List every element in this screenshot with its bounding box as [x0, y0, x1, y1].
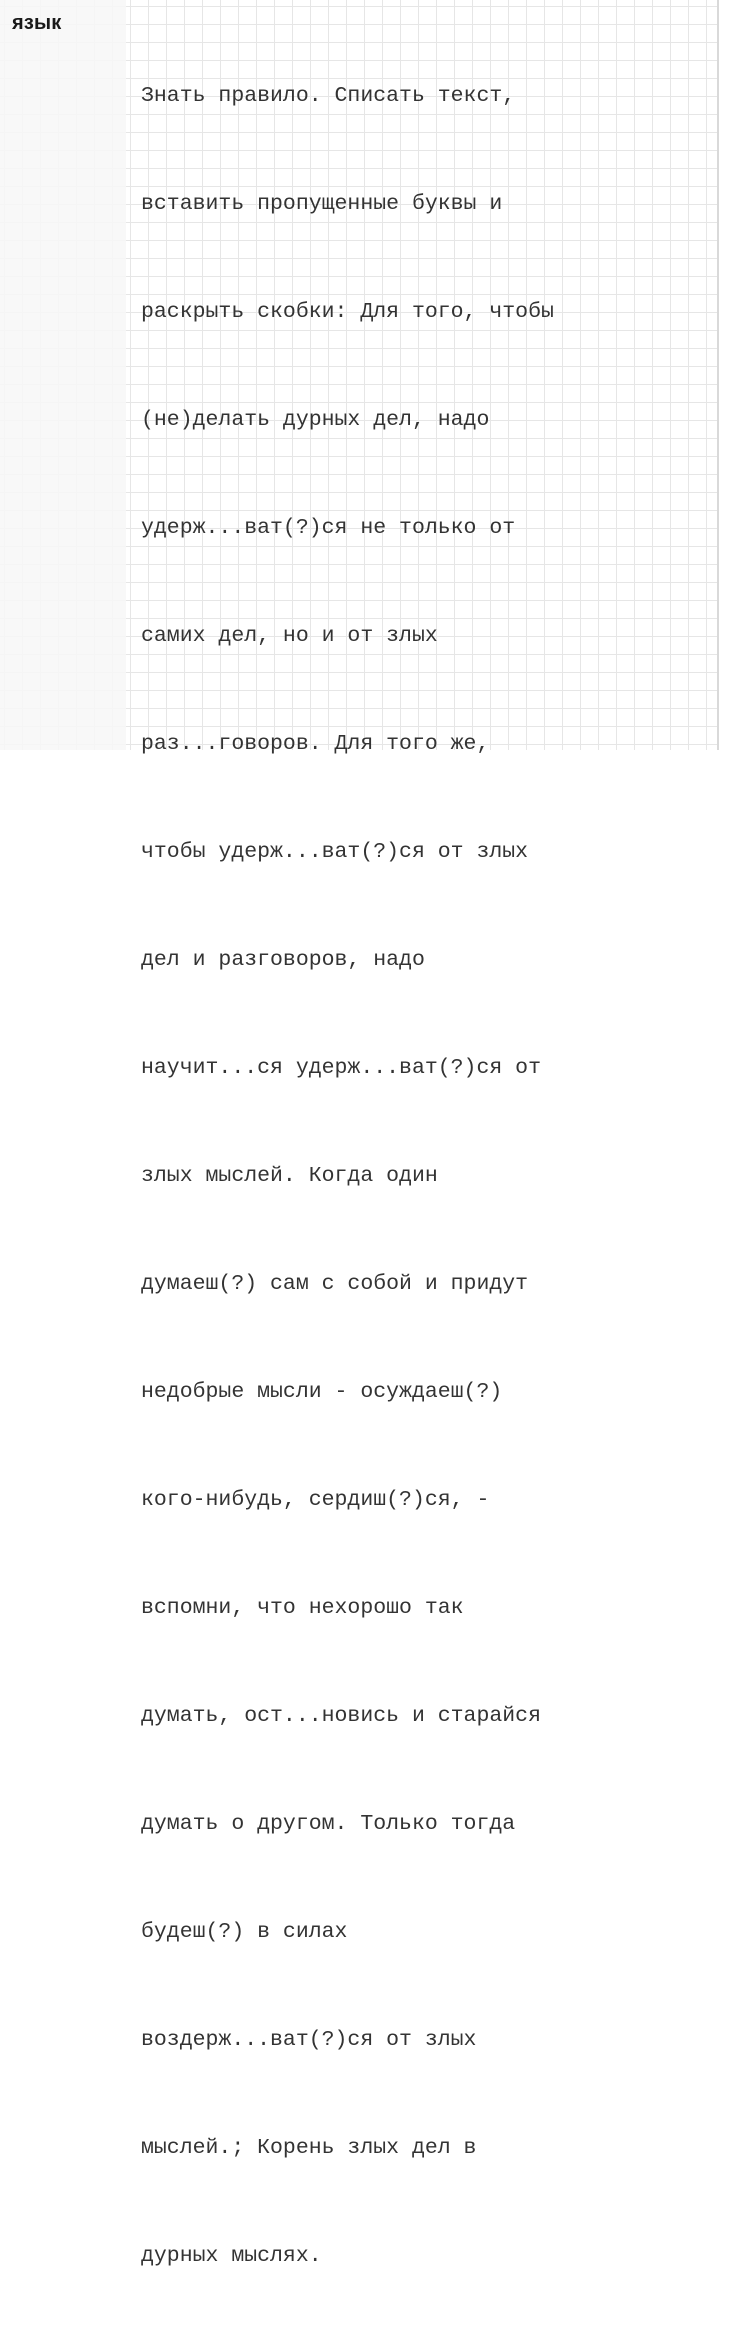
task-line-10: научит...ся удерж...ват(?)ся от	[141, 1056, 541, 1080]
task-line-16: думать, ост...новись и старайся	[141, 1704, 541, 1728]
task-line-13: недобрые мысли - осуждаеш(?)	[141, 1380, 503, 1404]
task-line-11: злых мыслей. Когда один	[141, 1164, 438, 1188]
task-line-21: дурных мыслях.	[141, 2244, 322, 2268]
task-text	[141, 6, 711, 2346]
right-margin	[719, 0, 750, 750]
task-line-3: раскрыть скобки: Для того, чтобы	[141, 300, 554, 324]
task-line-19: воздерж...ват(?)ся от злых	[141, 2028, 477, 2052]
task-line-8: чтобы удерж...ват(?)ся от злых	[141, 840, 529, 864]
task-line-6: самих дел, но и от злых	[141, 624, 438, 648]
task-line-20: мыслей.; Корень злых дел в	[141, 2136, 477, 2160]
task-line-14: кого-нибудь, сердиш(?)ся, -	[141, 1488, 490, 1512]
task-line-9: дел и разговоров, надо	[141, 948, 425, 972]
subject-column	[0, 0, 126, 750]
task-line-18: будеш(?) в силах	[141, 1920, 348, 1944]
task-line-2: вставить пропущенные буквы и	[141, 192, 503, 216]
task-line-1: Знать правило. Списать текст,	[141, 84, 516, 108]
task-line-15: вспомни, что нехорошо так	[141, 1596, 464, 1620]
task-line-7: раз...говоров. Для того же,	[141, 732, 490, 756]
task-line-4: (не)делать дурных дел, надо	[141, 408, 490, 432]
task-line-17: думать о другом. Только тогда	[141, 1812, 516, 1836]
subject-label: язык	[12, 12, 62, 34]
task-line-12: думаеш(?) сам с собой и придут	[141, 1272, 529, 1296]
task-line-5: удерж...ват(?)ся не только от	[141, 516, 516, 540]
